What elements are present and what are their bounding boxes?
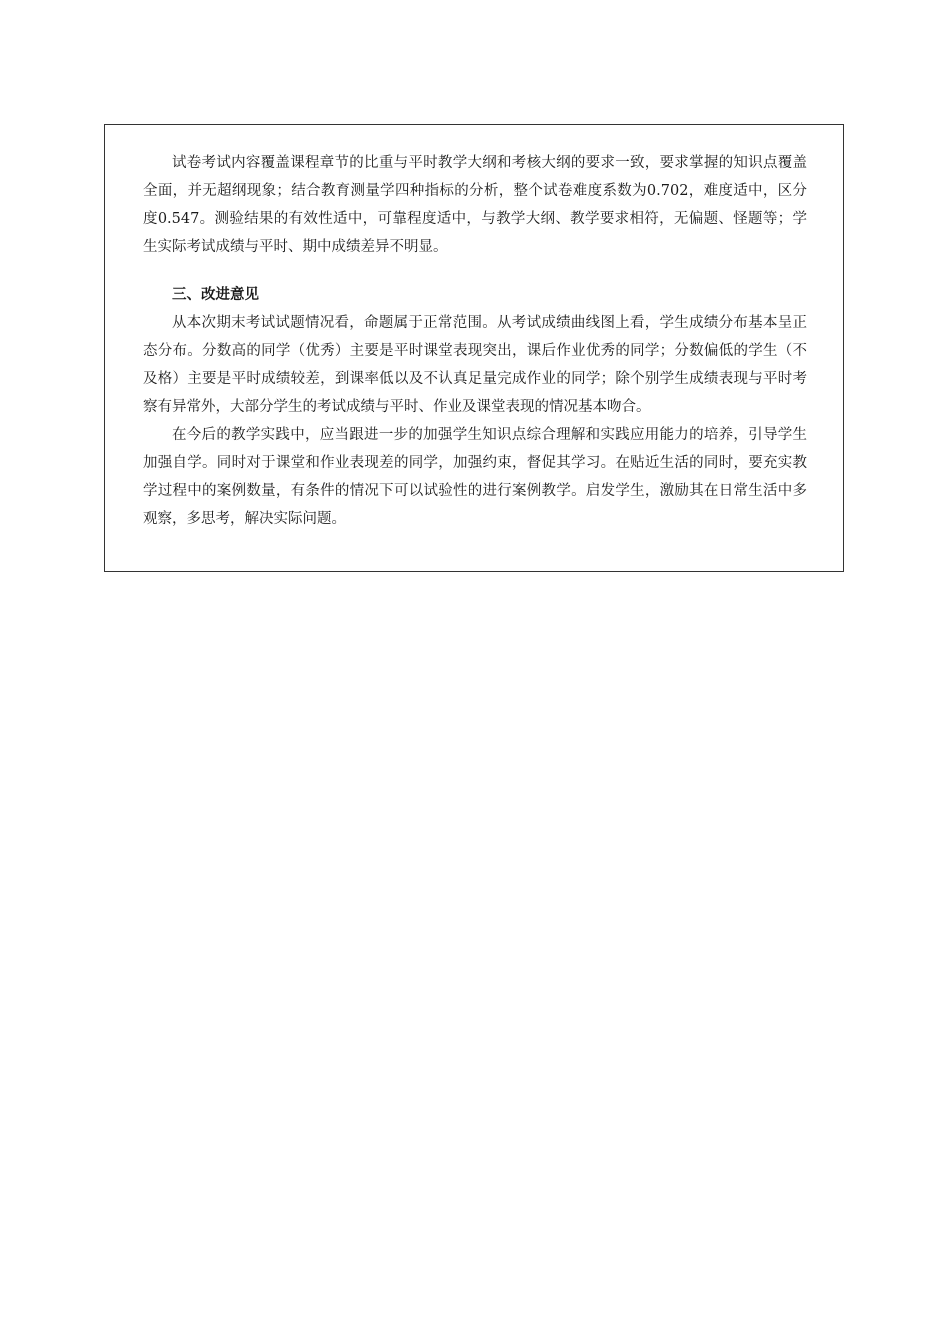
improvement-paragraph-2: 在今后的教学实践中，应当跟进一步的加强学生知识点综合理解和实践应用能力的培养，引导学生加强自学。同时对于课堂和作业表现差的同学，加强约束，督促其学习。在贴近生活的同时，要充实教学过程中的案例数量，有条件的情况下可以试验性的进行案例教学。启发学生，激励其在日常生活中多观察，多思考，解决实际问题。 (143, 427, 807, 527)
improvement-paragraph-1: 从本次期末考试试题情况看，命题属于正常范围。从考试成绩曲线图上看，学生成绩分布基本呈正态分布。分数高的同学（优秀）主要是平时课堂表现突出，课后作业优秀的同学；分数偏低的学生（不及格）主要是平时成绩较差，到课率低以及不认真足量完成作业的同学；除个别学生成绩表现与平时考察有异常外，大部分学生的考试成绩与平时、作业及课堂表现的情况基本吻合。 (143, 315, 807, 415)
document-body (143, 149, 807, 533)
analysis-paragraph: 试卷考试内容覆盖课程章节的比重与平时教学大纲和考核大纲的要求一致，要求掌握的知识点覆盖全面，并无超纲现象；结合教育测量学四种指标的分析，整个试卷难度系数为0.702，难度适中，区分度0.547。测验结果的有效性适中，可靠程度适中，与教学大纲、教学要求相符，无偏题、怪题等；学生实际考试成绩与平时、期中成绩差异不明显。 (143, 155, 807, 255)
document-frame (104, 124, 844, 572)
section-heading: 三、改进意见 (172, 287, 259, 303)
